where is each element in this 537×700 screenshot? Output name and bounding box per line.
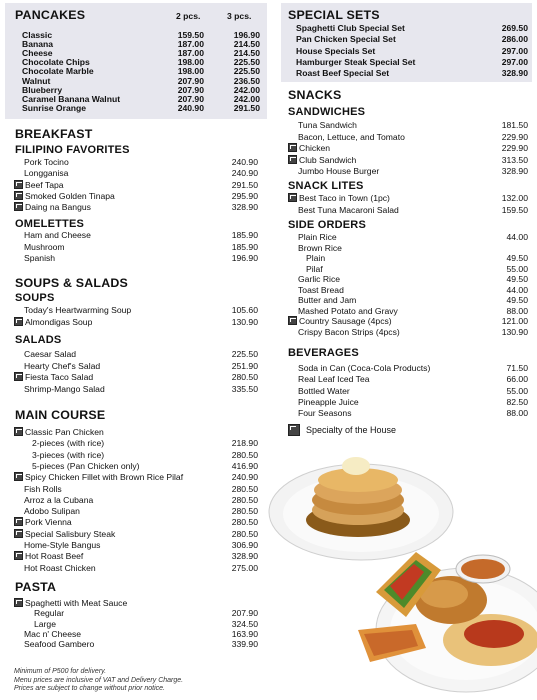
specialty-icon (288, 424, 300, 436)
item-price: 291.50 (233, 102, 260, 113)
breakfast-row (14, 191, 258, 201)
item-name: Almondigas Soup (14, 317, 92, 327)
item-price: 132.00 (501, 193, 528, 203)
specialty-icon (14, 180, 23, 189)
main-course-title: MAIN COURSE (15, 408, 106, 422)
col-3pcs: 3 pcs. (227, 11, 252, 21)
omelette-row (24, 230, 258, 240)
main-course-row (24, 563, 258, 573)
soup-row (14, 317, 258, 327)
breakfast-row (24, 157, 258, 167)
item-name: Bottled Water (298, 385, 350, 396)
specialty-icon (14, 529, 23, 538)
item-name: Pork Vienna (14, 517, 72, 527)
item-price: 280.50 (231, 517, 258, 528)
main-course-row (14, 427, 258, 437)
pasta-row (24, 619, 258, 629)
side-order-row (298, 232, 528, 242)
item-name: Beef Tapa (14, 180, 64, 190)
item-price: 207.90 (231, 608, 258, 619)
item-name: Garlic Rice (298, 274, 341, 284)
item-name: Toast Bread (298, 284, 344, 295)
item-name: Daing na Bangus (14, 202, 91, 212)
item-price: 280.50 (231, 372, 258, 382)
sandwiches-title: SANDWICHES (288, 106, 366, 118)
beverage-row (298, 363, 528, 373)
item-price: 297.00 (501, 45, 528, 56)
item-name: Best Taco in Town (1pc) (288, 193, 390, 203)
item-price: 297.00 (501, 56, 528, 67)
item-price: 242.00 (233, 84, 260, 95)
special-set-row (296, 46, 528, 56)
item-name: Mac n' Cheese (24, 628, 82, 639)
omelettes-title: OMELETTES (15, 218, 85, 230)
item-name: Plain Rice (298, 232, 337, 242)
footnote: Menu prices are inclusive of VAT and Delivery Charge. (14, 676, 184, 684)
item-name: Walnut (22, 75, 51, 86)
pasta-title: PASTA (15, 580, 57, 594)
item-price: 130.90 (231, 316, 258, 327)
item-price: 242.00 (233, 93, 260, 104)
side-order-row (298, 274, 528, 284)
item-name: 3-pieces (with rice) (32, 449, 105, 460)
omelette-row (24, 253, 258, 263)
item-price: 286.00 (501, 34, 528, 45)
item-price: 187.00 (177, 48, 204, 59)
item-price: 130.90 (501, 326, 528, 337)
item-price: 82.50 (506, 396, 528, 407)
item-name: Caramel Banana Walnut (22, 93, 121, 104)
item-price: 88.00 (506, 408, 528, 419)
breakfast-row (14, 180, 258, 190)
item-name: Classic (22, 30, 53, 40)
item-name: Mashed Potato and Gravy (298, 305, 398, 316)
item-price: 181.50 (501, 120, 528, 130)
item-price: 335.50 (231, 383, 258, 394)
item-name: Ham and Cheese (24, 230, 91, 240)
specialty-icon (288, 155, 297, 164)
item-name: Spaghetti with Meat Sauce (14, 598, 127, 608)
main-course-row (24, 540, 258, 550)
salad-row (24, 384, 258, 394)
item-name: Caesar Salad (24, 349, 77, 359)
pasta-row (14, 598, 258, 608)
main-course-row (14, 472, 258, 482)
filipino-favorites-title: FILIPINO FAVORITES (15, 144, 130, 156)
item-price: 328.90 (501, 166, 528, 176)
item-price: 240.90 (231, 472, 258, 483)
item-price: 229.90 (501, 131, 528, 142)
item-name: Mushroom (24, 241, 65, 252)
main-course-row (24, 506, 258, 516)
beverage-row (298, 386, 528, 396)
side-order-row (298, 327, 528, 337)
item-name: Crispy Bacon Strips (4pcs) (298, 326, 400, 337)
specialty-icon (14, 472, 23, 481)
item-price: 280.50 (231, 528, 258, 539)
footnote: Prices are subject to change without prior notice. (14, 685, 165, 692)
sandwich-row (298, 132, 528, 142)
item-name: Seafood Gambero (24, 639, 95, 650)
item-name: Special Salisbury Steak (14, 529, 115, 539)
beverages-title: BEVERAGES (288, 347, 359, 359)
main-course-row (24, 495, 258, 505)
item-name: Banana (22, 39, 54, 50)
pasta-row (24, 629, 258, 639)
side-order-row (298, 253, 528, 263)
item-price: 159.50 (177, 30, 204, 40)
snack-lite-row (288, 193, 528, 203)
item-price: 251.90 (231, 360, 258, 371)
item-price: 55.00 (506, 263, 528, 274)
snack-lites-title: SNACK LITES (288, 180, 364, 192)
col-2pcs: 2 pcs. (176, 11, 201, 21)
item-name: Fish Rolls (24, 483, 62, 494)
item-price: 280.50 (231, 483, 258, 494)
item-name: Adobo Sulipan (24, 506, 80, 517)
snack-lite-row (298, 205, 528, 215)
main-course-row (24, 484, 258, 494)
item-price: 71.50 (506, 363, 528, 373)
item-price: 214.50 (233, 39, 260, 50)
specialty-icon (14, 191, 23, 200)
beverage-row (298, 408, 528, 418)
omelette-row (24, 242, 258, 252)
item-name: Chicken (288, 143, 330, 153)
specialty-icon (14, 317, 23, 326)
pasta-row (24, 639, 258, 649)
beverage-row (298, 397, 528, 407)
item-price: 280.50 (231, 506, 258, 517)
side-order-row (298, 306, 528, 316)
soups-salads-title: SOUPS & SALADS (15, 276, 128, 290)
item-price: 163.90 (231, 628, 258, 639)
item-price: 295.90 (231, 190, 258, 201)
item-name: Regular (34, 608, 65, 619)
pancakes-title: PANCAKES (15, 8, 86, 22)
item-price: 328.90 (231, 551, 258, 562)
item-name: Chocolate Chips (22, 57, 90, 68)
special-sets-title: SPECIAL SETS (288, 8, 380, 22)
item-name: Soda in Can (Coca-Cola Products) (298, 363, 431, 373)
item-price: 229.90 (501, 143, 528, 153)
main-course-row (24, 438, 258, 448)
pancake-row (22, 103, 260, 113)
item-name: Four Seasons (298, 408, 352, 419)
item-name: Club Sandwich (288, 155, 356, 165)
item-price: 240.90 (177, 102, 204, 113)
main-course-row (24, 450, 258, 460)
item-name: House Specials Set (296, 45, 376, 56)
item-price: 225.50 (233, 66, 260, 77)
item-name: Butter and Jam (298, 295, 357, 305)
item-name: Fiesta Taco Salad (14, 372, 93, 382)
item-price: 66.00 (506, 374, 528, 385)
item-price: 196.90 (233, 30, 260, 40)
special-set-row (296, 57, 528, 67)
item-name: Chocolate Marble (22, 66, 94, 77)
specialty-legend-label: Specialty of the House (306, 425, 397, 435)
item-name: Classic Pan Chicken (14, 427, 104, 437)
breakfast-row (14, 202, 258, 212)
item-name: Hamburger Steak Special Set (296, 56, 416, 67)
item-name: Pan Chicken Special Set (296, 34, 396, 45)
item-price: 218.90 (231, 438, 258, 449)
beverage-row (298, 374, 528, 384)
item-name: Plain (306, 253, 326, 263)
item-name: Hot Roast Chicken (24, 562, 96, 573)
item-price: 416.90 (231, 460, 258, 471)
item-name: Hot Roast Beef (14, 551, 83, 561)
sandwich-row (298, 166, 528, 176)
item-price: 49.50 (506, 253, 528, 263)
specialty-icon (14, 517, 23, 526)
salad-row (24, 361, 258, 371)
specialty-icon (288, 143, 297, 152)
sandwich-row (298, 120, 528, 130)
item-price: 207.90 (177, 75, 204, 86)
salads-title: SALADS (15, 334, 62, 346)
item-price: 207.90 (177, 93, 204, 104)
item-name: Pork Tocino (24, 157, 69, 167)
item-price: 187.00 (177, 39, 204, 50)
soups-title: SOUPS (15, 292, 55, 304)
special-set-row (296, 68, 528, 78)
item-price: 185.90 (231, 230, 258, 240)
side-order-row (298, 285, 528, 295)
item-price: 49.50 (506, 274, 528, 284)
item-price: 185.90 (231, 241, 258, 252)
item-name: Today's Heartwarming Soup (24, 305, 132, 315)
item-price: 306.90 (231, 540, 258, 550)
main-course-row (14, 517, 258, 527)
item-name: Large (34, 618, 56, 629)
item-name: Spicy Chicken Fillet with Brown Rice Pilaf (14, 472, 183, 482)
item-name: Blueberry (22, 84, 63, 95)
item-name: 2-pieces (with rice) (32, 438, 105, 449)
item-name: Best Tuna Macaroni Salad (298, 204, 399, 215)
item-name: Spaghetti Club Special Set (296, 23, 405, 33)
item-name: Sunrise Orange (22, 102, 86, 113)
item-price: 275.00 (231, 562, 258, 573)
item-name: Spanish (24, 253, 56, 263)
item-price: 198.00 (177, 57, 204, 68)
specialty-icon (14, 551, 23, 560)
food-photo (266, 452, 537, 700)
item-price: 225.50 (231, 349, 258, 359)
item-name: Pineapple Juice (298, 396, 359, 407)
item-price: 105.60 (231, 305, 258, 315)
item-name: Tuna Sandwich (298, 120, 357, 130)
item-name: Home-Style Bangus (24, 540, 101, 550)
side-order-row (288, 316, 528, 326)
breakfast-row (24, 168, 258, 178)
specialty-icon (14, 598, 23, 607)
side-order-row (298, 243, 528, 253)
item-price: 269.50 (501, 23, 528, 33)
salad-row (24, 349, 258, 359)
item-price: 49.50 (506, 295, 528, 305)
item-price: 55.00 (506, 385, 528, 396)
item-name: Pilaf (306, 263, 323, 274)
item-price: 339.90 (231, 639, 258, 650)
item-price: 88.00 (506, 305, 528, 316)
item-price: 328.90 (501, 68, 528, 79)
item-price: 159.50 (501, 204, 528, 215)
item-name: Longganisa (24, 168, 69, 179)
specialty-icon (14, 372, 23, 381)
specialty-icon (14, 427, 23, 436)
main-course-row (24, 461, 258, 471)
specialty-icon (288, 193, 297, 202)
item-name: Cheese (22, 48, 53, 59)
item-price: 291.50 (231, 179, 258, 190)
side-order-row (298, 295, 528, 305)
item-name: Shrimp-Mango Salad (24, 383, 105, 394)
item-price: 44.00 (506, 284, 528, 295)
main-course-row (14, 551, 258, 561)
item-name: Bacon, Lettuce, and Tomato (298, 131, 405, 142)
item-price: 240.90 (231, 157, 258, 167)
item-price: 44.00 (506, 232, 528, 242)
special-set-row (296, 34, 528, 44)
specialty-icon (288, 316, 297, 325)
specialty-icon (14, 202, 23, 211)
item-name: 5-pieces (Pan Chicken only) (32, 460, 140, 471)
item-price: 236.50 (233, 75, 260, 86)
snacks-title: SNACKS (288, 88, 342, 102)
item-price: 280.50 (231, 449, 258, 460)
item-price: 324.50 (231, 618, 258, 629)
soup-row (24, 305, 258, 315)
footnote: Minimum of P500 for delivery. (14, 668, 107, 675)
item-price: 313.50 (501, 154, 528, 165)
item-price: 280.50 (231, 494, 258, 505)
side-orders-title: SIDE ORDERS (288, 219, 366, 231)
item-name: Smoked Golden Tinapa (14, 191, 115, 201)
item-price: 196.90 (231, 253, 258, 263)
specialty-legend (288, 424, 396, 436)
breakfast-title: BREAKFAST (15, 127, 93, 141)
main-course-row (14, 529, 258, 539)
item-price: 121.00 (501, 316, 528, 326)
salad-row (14, 372, 258, 382)
sandwich-row (288, 143, 528, 153)
item-name: Country Sausage (4pcs) (288, 316, 392, 326)
item-name: Brown Rice (298, 242, 342, 253)
special-set-row (296, 23, 528, 33)
item-name: Roast Beef Special Set (296, 68, 390, 79)
item-price: 198.00 (177, 66, 204, 77)
pasta-row (24, 608, 258, 618)
item-name: Real Leaf Iced Tea (298, 374, 370, 385)
item-price: 328.90 (231, 202, 258, 213)
item-price: 207.90 (177, 84, 204, 95)
item-name: Arroz a la Cubana (24, 494, 94, 505)
side-order-row (298, 264, 528, 274)
item-price: 225.50 (233, 57, 260, 68)
item-price: 240.90 (231, 168, 258, 179)
item-name: Hearty Chef's Salad (24, 360, 101, 371)
item-name: Jumbo House Burger (298, 166, 380, 176)
item-price: 214.50 (233, 48, 260, 59)
sandwich-row (288, 155, 528, 165)
